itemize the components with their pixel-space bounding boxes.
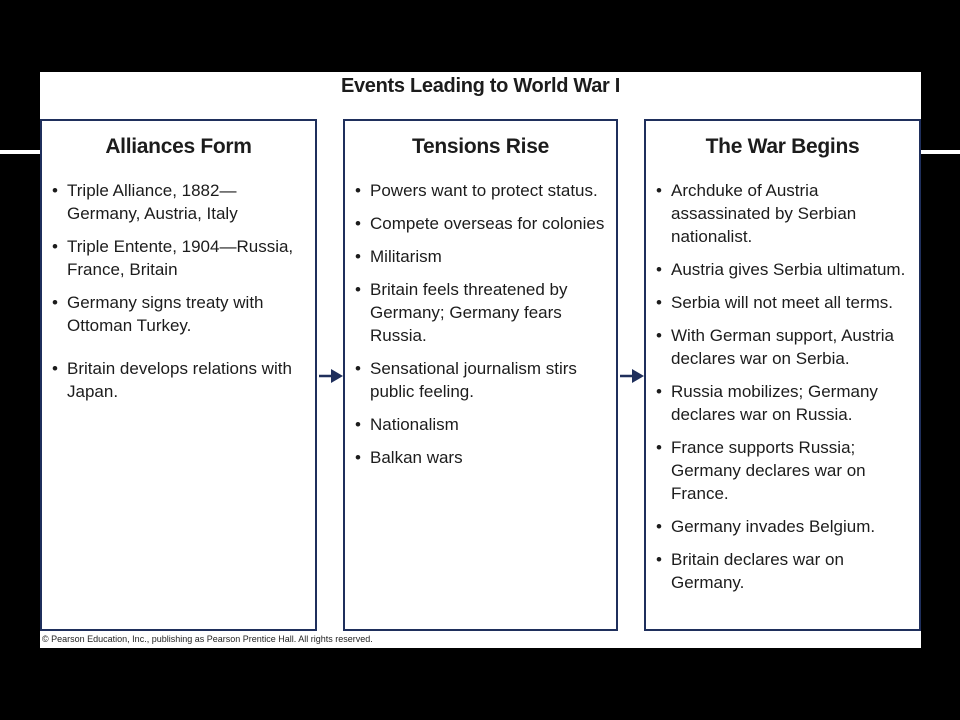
tensions-rise-heading: Tensions Rise [412, 135, 549, 158]
list-item: • France supports Russia; Germany declares war on France. [656, 436, 913, 505]
list-item: • Britain feels threatened by Germany; Germany fears Russia. [355, 278, 610, 347]
flowchart-figure [40, 72, 921, 648]
list-item: • Germany signs treaty with Ottoman Turkey. [52, 291, 309, 337]
list-item: • Britain declares war on Germany. [656, 548, 913, 594]
war-begins-heading: The War Begins [705, 135, 860, 158]
list-item: • Powers want to protect status. [355, 179, 610, 202]
list-item: • Britain develops relations with Japan. [52, 357, 309, 403]
alliances-form-heading: Alliances Form [105, 135, 252, 158]
slide-divider-right [921, 150, 960, 154]
arrow-right-icon [619, 367, 645, 385]
copyright-notice: © Pearson Education, Inc., publishing as Pearson Prentice Hall. All rights reserved. [42, 634, 373, 644]
list-item: • Archduke of Austria assassinated by Serbian nationalist. [656, 179, 913, 248]
list-item: • Compete overseas for colonies [355, 212, 610, 235]
list-item: • Austria gives Serbia ultimatum. [656, 258, 913, 281]
slide-divider-left [0, 150, 40, 154]
war-begins-list [646, 179, 919, 604]
list-item: • Militarism [355, 245, 610, 268]
list-item: • Triple Alliance, 1882—Germany, Austria, Italy [52, 179, 309, 225]
list-item: • Serbia will not meet all terms. [656, 291, 913, 314]
list-item: • Triple Entente, 1904—Russia, France, Britain [52, 235, 309, 281]
arrow-right-icon [318, 367, 344, 385]
war-begins-box [644, 119, 921, 631]
list-item: • Balkan wars [355, 446, 610, 469]
list-item: • Nationalism [355, 413, 610, 436]
alliances-form-box [40, 119, 317, 631]
alliances-form-list [42, 179, 315, 413]
list-item: • Russia mobilizes; Germany declares war on Russia. [656, 380, 913, 426]
tensions-rise-box [343, 119, 618, 631]
figure-title: Events Leading to World War I [340, 75, 621, 97]
list-item: • Germany invades Belgium. [656, 515, 913, 538]
list-item: • Sensational journalism stirs public feeling. [355, 357, 610, 403]
list-item: • With German support, Austria declares war on Serbia. [656, 324, 913, 370]
tensions-rise-list [345, 179, 616, 479]
